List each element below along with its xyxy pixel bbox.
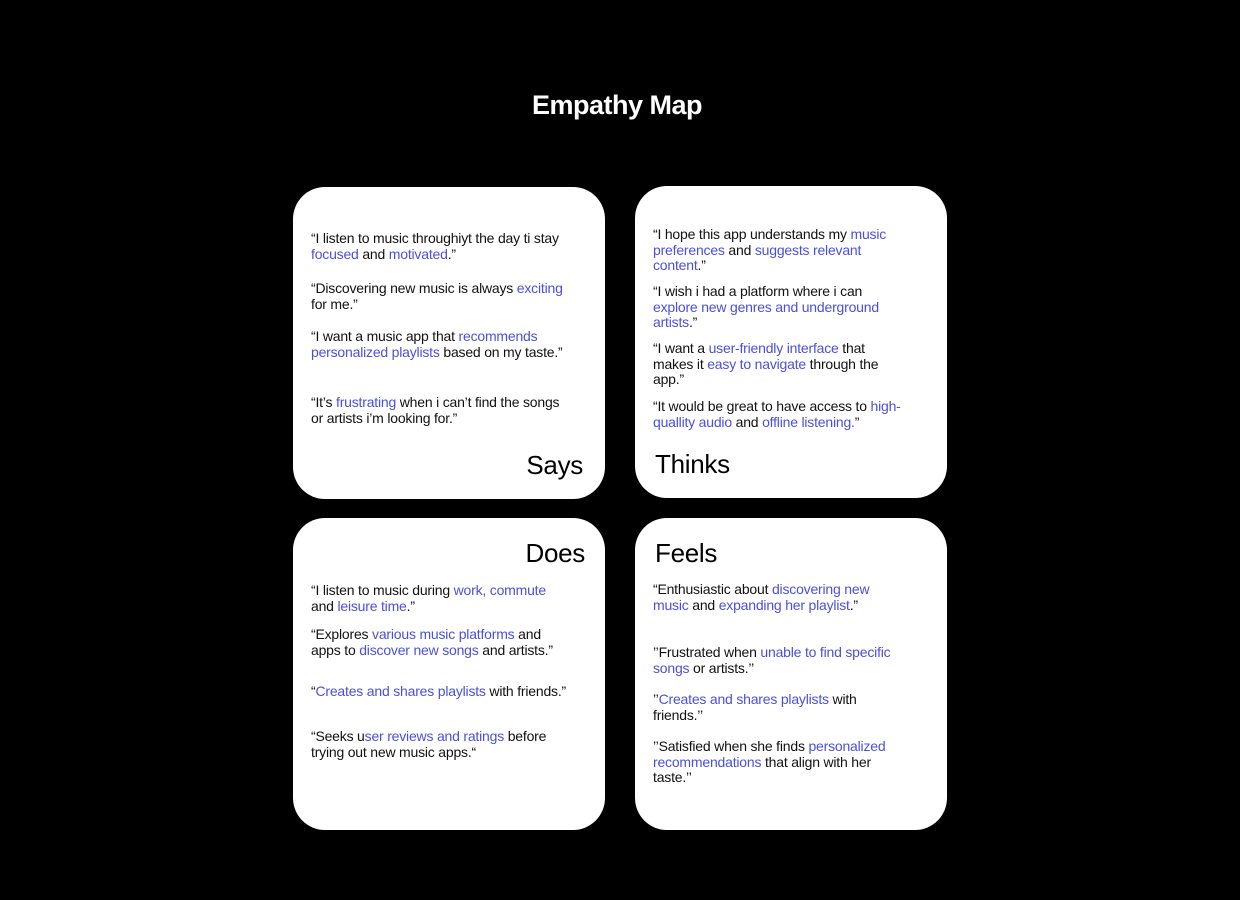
quote-text: or artists.’’ [689, 659, 754, 676]
quote-text: ’’Satisfied when she finds [653, 738, 809, 754]
quote-text: “I hope this app understands my [653, 226, 851, 242]
says-quote-4 [311, 395, 566, 426]
quote-highlight: expanding her playlist [718, 596, 850, 613]
quote-text: “It’s [311, 394, 336, 410]
quote-highlight: discovering new music [653, 581, 870, 613]
quote-highlight: recommends personalized playlists [311, 328, 538, 360]
feels-label: Feels [655, 538, 718, 568]
quote-text: “It would be great to have access to [653, 398, 871, 414]
quote-text: and [311, 597, 338, 614]
says-label: Says [526, 450, 583, 480]
quote-text: ’’Frustrated when [653, 644, 761, 660]
quote-text: for me.” [311, 295, 358, 312]
feels-quote-1 [653, 582, 908, 613]
quote-text: “I want a music app that [311, 328, 459, 344]
quote-text: “I wish i had a platform where i can [653, 283, 863, 299]
quote-text: ” [854, 413, 860, 430]
quote-highlight: Creates and shares playlists [658, 691, 829, 707]
quote-highlight: high-quallity audio [653, 398, 901, 430]
quote-text: “I listen to music throughiyt the day ti stay [311, 230, 559, 246]
quote-text: and [688, 596, 719, 613]
does-quote-1 [311, 583, 566, 614]
quote-highlight: leisure time [337, 597, 407, 614]
quote-text: .” [447, 245, 456, 262]
does-label: Does [525, 538, 585, 568]
says-quote-1 [311, 231, 566, 262]
quote-highlight: easy to navigate [707, 355, 806, 372]
quote-text: when i can’t find the songs or artists i’m looking for.” [311, 394, 560, 426]
does-quote-4 [311, 729, 566, 760]
thinks-card [635, 186, 947, 498]
quote-text: .” [688, 314, 698, 330]
feels-card [635, 518, 947, 830]
does-quote-3 [311, 684, 566, 700]
quote-highlight: exciting [516, 280, 563, 296]
quote-text: and [724, 241, 755, 258]
quote-text: .” [697, 257, 706, 273]
quote-highlight: personalized recommendations [653, 738, 886, 770]
quote-text: “Seeks u [311, 728, 365, 744]
says-quote-2 [311, 281, 566, 312]
quote-text: “Enthusiastic about [653, 581, 772, 597]
does-quote-2 [311, 627, 566, 658]
quote-text: that makes it [653, 340, 865, 372]
thinks-quote-3 [653, 341, 908, 388]
quote-text: .” [849, 596, 858, 613]
quote-text: that align with her taste.’’ [653, 753, 871, 785]
quote-text: and apps to [311, 626, 541, 658]
quote-highlight: focused [311, 245, 359, 262]
quote-highlight: work, commute [453, 582, 546, 598]
quote-highlight: explore new genres and underground artists [653, 298, 879, 330]
quote-text: ’’ [653, 691, 659, 707]
quote-text: and artists.” [478, 641, 553, 658]
does-card [293, 518, 605, 830]
quote-text: through the app.” [653, 355, 879, 387]
quote-text: with friends.” [485, 683, 566, 699]
quote-text: “Explores [311, 626, 373, 642]
says-quote-3 [311, 329, 566, 360]
quote-highlight: unable to find specific songs [653, 644, 891, 676]
quote-text: “I want a [653, 340, 709, 356]
thinks-label: Thinks [655, 449, 730, 479]
thinks-quote-2 [653, 284, 908, 331]
quote-highlight: ser reviews and ratings [364, 728, 505, 744]
quote-text: and [358, 245, 389, 262]
quote-text: and [731, 413, 763, 430]
page-title: Empathy Map [531, 90, 703, 120]
quote-highlight: music preferences [653, 226, 887, 258]
quote-text: based on my taste.” [439, 343, 563, 360]
thinks-quote-1 [653, 227, 908, 274]
quote-highlight: suggests relevant content [653, 241, 862, 273]
quote-highlight: discover new songs [359, 641, 479, 658]
thinks-quote-4 [653, 399, 908, 430]
quote-text: “ [311, 683, 316, 699]
quote-highlight: Creates and shares playlists [315, 683, 486, 699]
quote-text: .” [406, 597, 415, 614]
quote-highlight: offline listening. [762, 413, 855, 430]
quote-highlight: frustrating [336, 394, 397, 410]
quote-text: before trying out new music apps.“ [311, 728, 547, 760]
says-card [293, 187, 605, 499]
quote-highlight: various music platforms [372, 626, 515, 642]
feels-quote-4 [653, 739, 908, 786]
quote-highlight: motivated [388, 245, 448, 262]
quote-text: “Discovering new music is always [311, 280, 517, 296]
quote-highlight: user-friendly interface [708, 340, 839, 356]
quote-text: “I listen to music during [311, 582, 454, 598]
feels-quote-3 [653, 692, 908, 723]
quote-text: with friends.’’ [653, 691, 857, 723]
feels-quote-2 [653, 645, 908, 676]
